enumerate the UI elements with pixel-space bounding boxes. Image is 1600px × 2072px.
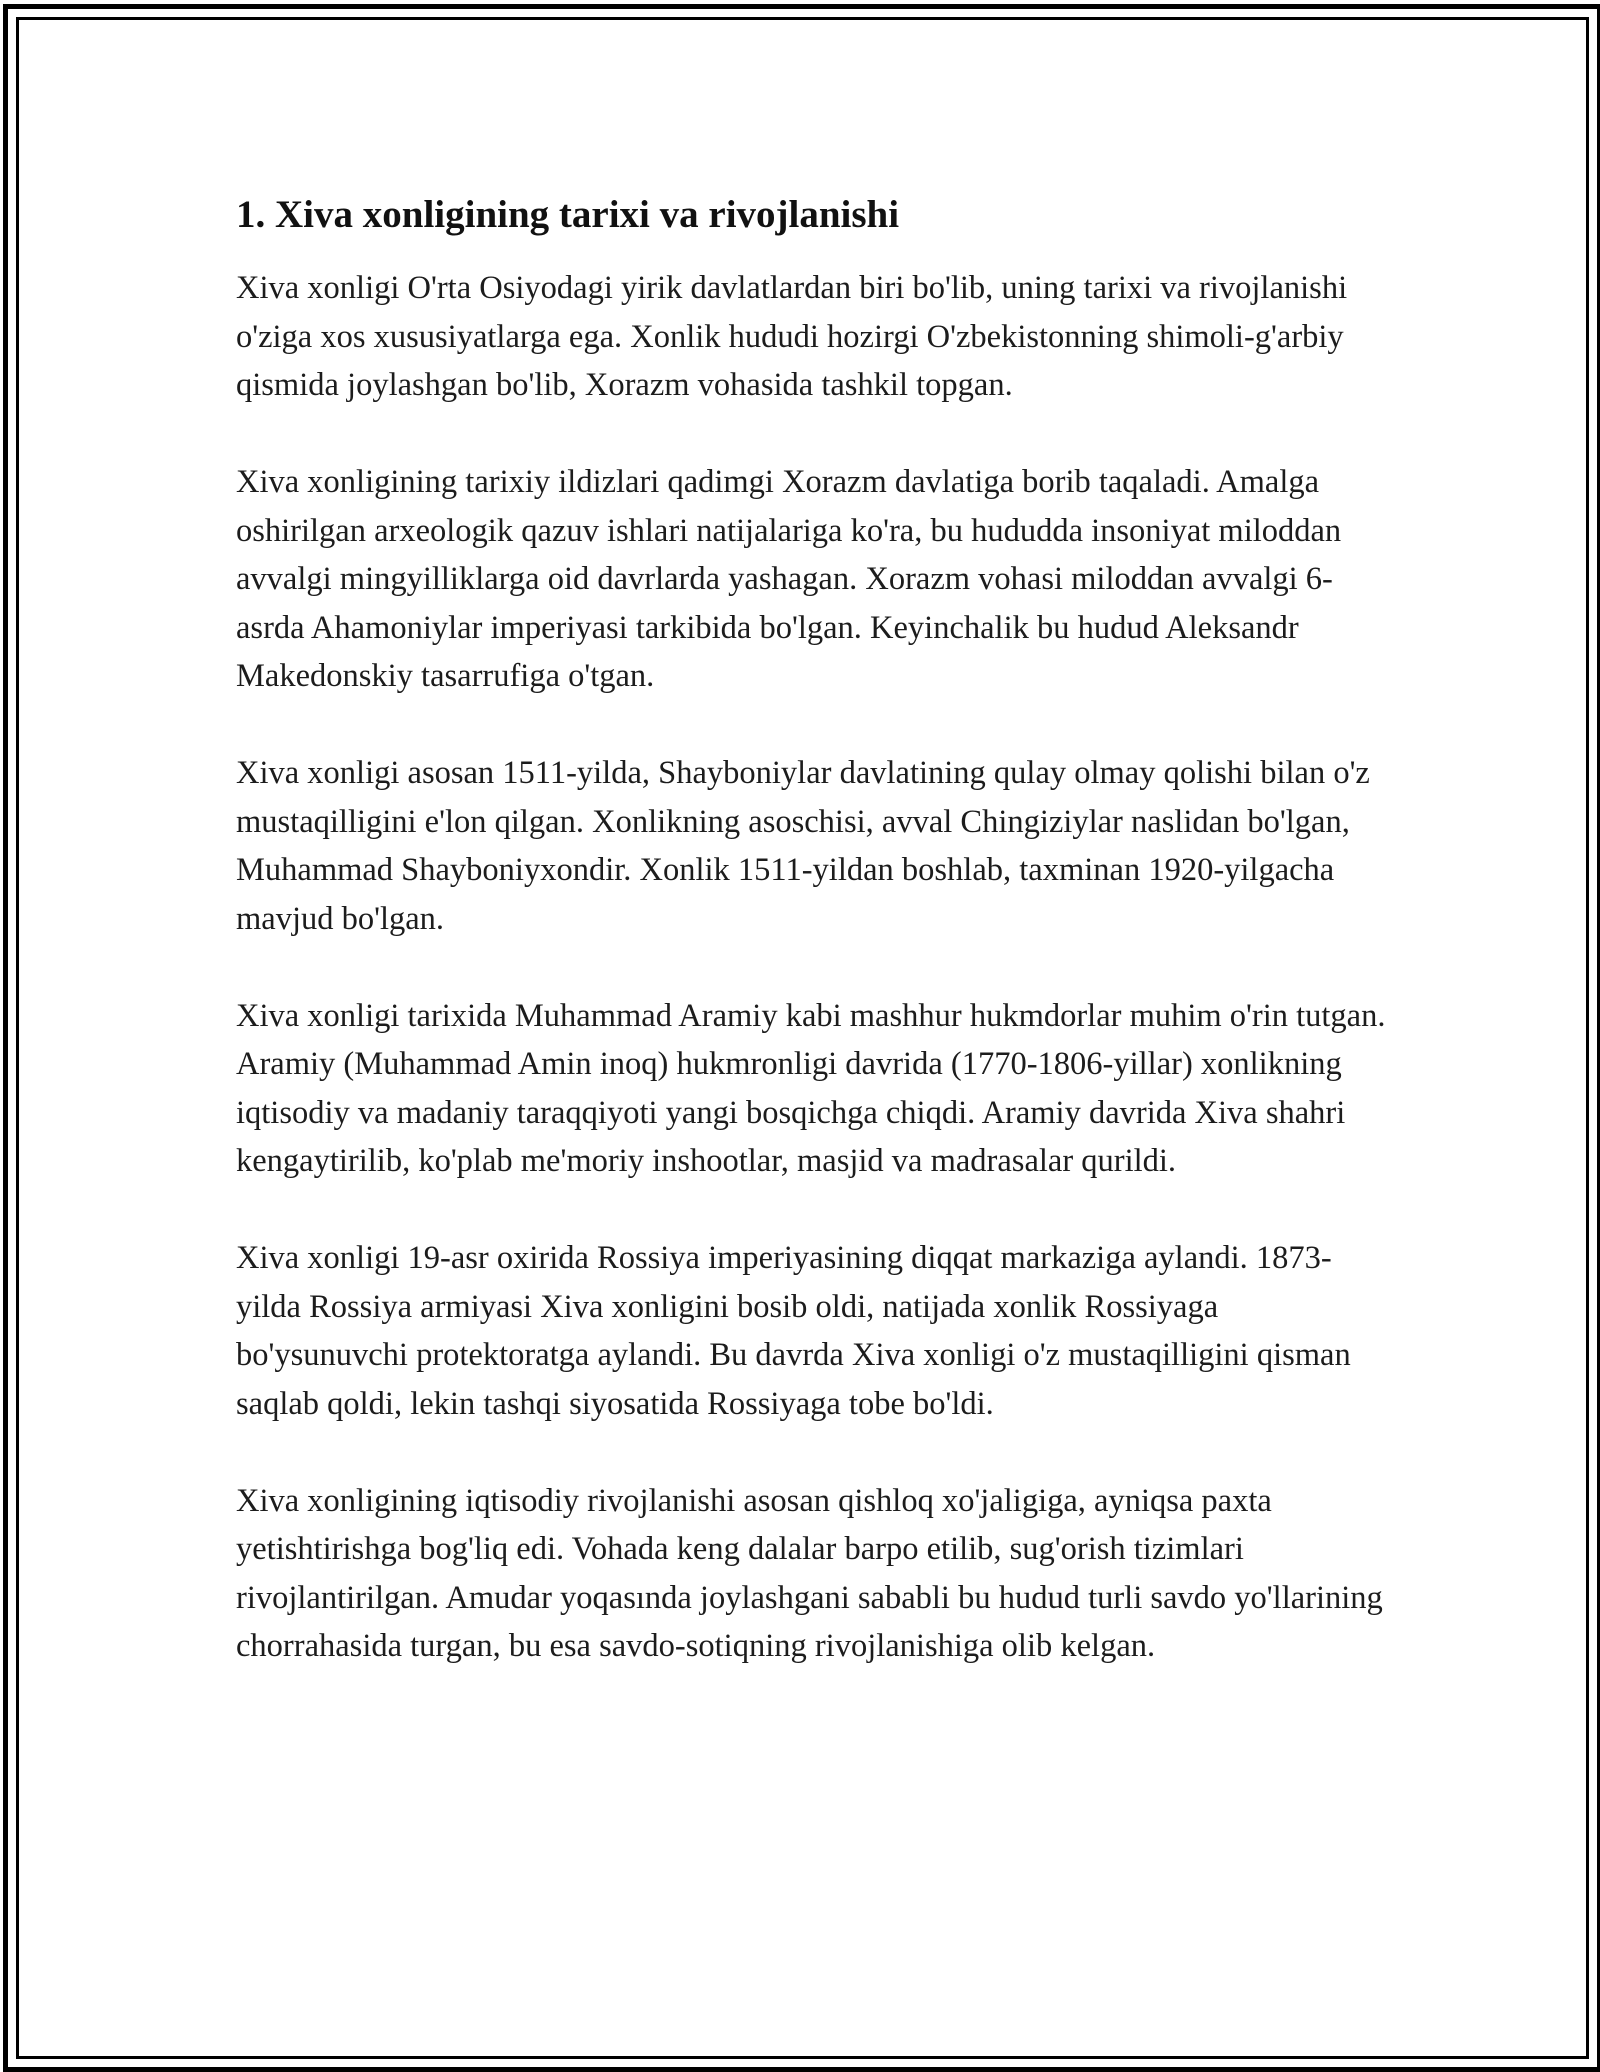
paragraph-intro: Xiva xonligi O'rta Osiyodagi yirik davlatlardan biri bo'lib, uning tarixi va rivojlanishi o'ziga xos xususiyatlarga ega. Xonlik hududi hozirgi O'zbekistonning shimoli-g'arbiy qismida joylashgan bo'lib, Xorazm vohasida tashkil topgan. — [236, 270, 1348, 403]
paragraph-russian-protectorate: Xiva xonligi 19-asr oxirida Rossiya imperiyasining diqqat markaziga aylandi. 1873-yilda Rossiya armiyasi Xiva xonligini bosib oldi, natijada xonlik Rossiyaga bo'ysunuvchi protektoratga aylandi. Bu davrda Xiva xonligi o'z mustaqilligini qisman saqlab qoldi, lekin tashqi siyosatida Rossiyaga tobe bo'ldi. — [236, 1240, 1351, 1422]
document-body — [236, 186, 1386, 1719]
paragraph-ancient-roots: Xiva xonligining tarixiy ildizlari qadimgi Xorazm davlatiga borib taqaladi. Amalga oshirilgan arxeologik qazuv ishlari natijalariga ko'ra, bu hududda insoniyat miloddan avvalgi mingyilliklarga oid davrlarda yashagan. Xorazm vohasi miloddan avvalgi 6-asrda Ahamoniylar imperiyasi tarkibida bo'lgan. Keyinchalik bu hudud Aleksandr Makedonskiy tasarrufiga o'tgan. — [236, 464, 1342, 694]
section-heading: 1. Xiva xonligining tarixi va rivojlanishi — [236, 193, 900, 236]
paragraph-economy: Xiva xonligining iqtisodiy rivojlanishi asosan qishloq xo'jaligiga, ayniqsa paxta yetishtirishga bog'liq edi. Vohada keng dalalar barpo etilib, sug'orish tizimlari rivojlantirilgan. Amudar yoqasında joylashgani sababli bu hudud turli savdo yo'llarining chorrahasida turgan, bu esa savdo-sotiqning rivojlanishiga olib kelgan. — [236, 1482, 1383, 1664]
paragraph-founding: Xiva xonligi asosan 1511-yilda, Shayboniylar davlatining qulay olmay qolishi bilan o'z mustaqilligini e'lon qilgan. Xonlikning asoschisi, avval Chingiziylar naslidan bo'lgan, Muhammad Shayboniyxondir. Xonlik 1511-yildan boshlab, taxminan 1920-yilgacha mavjud bo'lgan. — [236, 755, 1370, 937]
paragraph-rulers: Xiva xonligi tarixida Muhammad Aramiy kabi mashhur hukmdorlar muhim o'rin tutgan. Aramiy (Muhammad Amin inoq) hukmronligi davrida (1770-1806-yillar) xonlikning iqtisodiy va madaniy taraqqiyoti yangi bosqichga chiqdi. Aramiy davrida Xiva shahri kengaytirilib, ko'plab me'moriy inshootlar, masjid va madrasalar qurildi. — [236, 997, 1386, 1179]
